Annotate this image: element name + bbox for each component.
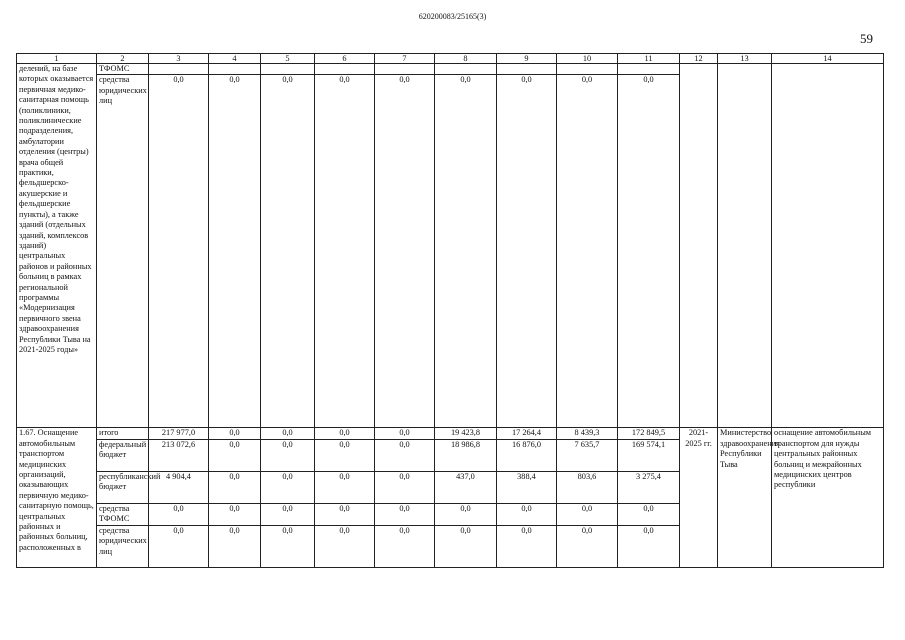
value-cell: 0,0 [618, 75, 680, 428]
value-cell: 0,0 [315, 503, 375, 525]
result-cell [772, 64, 884, 428]
executor-cell [718, 64, 772, 428]
value-cell: 388,4 [497, 471, 557, 503]
funding-source: федеральный бюджет [97, 439, 149, 471]
value-cell: 0,0 [557, 525, 618, 567]
value-cell: 0,0 [261, 439, 315, 471]
value-cell: 0,0 [261, 503, 315, 525]
value-cell: 0,0 [209, 525, 261, 567]
value-cell: 0,0 [557, 75, 618, 428]
value-cell: 0,0 [315, 439, 375, 471]
col-header: 6 [315, 54, 375, 64]
col-header: 14 [772, 54, 884, 64]
value-cell: 0,0 [375, 75, 435, 428]
value-cell: 0,0 [618, 525, 680, 567]
col-header: 12 [680, 54, 718, 64]
col-header: 7 [375, 54, 435, 64]
value-cell: 0,0 [315, 525, 375, 567]
value-cell: 7 635,7 [557, 439, 618, 471]
value-cell: 0,0 [209, 428, 261, 439]
value-cell: 803,6 [557, 471, 618, 503]
col-header: 10 [557, 54, 618, 64]
funding-source: средства юридических лиц [97, 75, 149, 428]
value-cell: 0,0 [375, 525, 435, 567]
measure-description: делений, на базе которых оказывается первичная медико-санитарная помощь (поликлиники, поликлинические подразделения, амбулатории отделения (центры) врача общей практики, фельдшерско-акушерские и фельдшерские пункты), а также зданий (отдельных зданий, комплексов зданий) центральных районов и районных больниц в рамках региональной программы «Модернизация первичного звена здравоохранения Республики Тыва на 2021-2025 годы» [17, 64, 97, 428]
value-cell: 4 904,4 [149, 471, 209, 503]
value-cell: 437,0 [435, 471, 497, 503]
value-cell: 18 986,8 [435, 439, 497, 471]
funding-source: республиканский бюджет [97, 471, 149, 503]
page-number: 59 [860, 31, 873, 46]
value-cell: 0,0 [497, 75, 557, 428]
value-cell: 16 876,0 [497, 439, 557, 471]
funding-source: ТФОМС [97, 64, 149, 75]
value-cell: 19 423,8 [435, 428, 497, 439]
value-cell: 172 849,5 [618, 428, 680, 439]
value-cell: 0,0 [209, 471, 261, 503]
value-cell: 0,0 [375, 503, 435, 525]
value-cell: 0,0 [375, 428, 435, 439]
executor-cell: Министерство здравоохранения Республики Тыва [718, 428, 772, 567]
col-header: 1 [17, 54, 97, 64]
value-cell: 169 574,1 [618, 439, 680, 471]
value-cell: 0,0 [375, 471, 435, 503]
value-cell: 0,0 [497, 503, 557, 525]
funding-source: итого [97, 428, 149, 439]
col-header: 11 [618, 54, 680, 64]
value-cell: 0,0 [315, 471, 375, 503]
col-header: 5 [261, 54, 315, 64]
value-cell: 0,0 [375, 439, 435, 471]
value-cell: 0,0 [435, 503, 497, 525]
value-cell: 0,0 [209, 439, 261, 471]
value-cell: 0,0 [497, 525, 557, 567]
document-id: 620200083/25165(3) [418, 12, 487, 21]
value-cell: 8 439,3 [557, 428, 618, 439]
value-cell: 0,0 [261, 525, 315, 567]
col-header: 9 [497, 54, 557, 64]
measure-description: 1.67. Оснащение автомобильным транспортом медицинских организаций, оказывающих первичную медико-санитарную помощь, центральных районных и районных больниц, расположенных в [17, 428, 97, 567]
table-row [17, 428, 884, 439]
value-cell: 0,0 [261, 75, 315, 428]
period-cell [680, 64, 718, 428]
value-cell: 17 264,4 [497, 428, 557, 439]
col-header: 13 [718, 54, 772, 64]
table-row [17, 64, 884, 75]
col-header: 2 [97, 54, 149, 64]
value-cell: 0,0 [209, 503, 261, 525]
value-cell: 0,0 [149, 503, 209, 525]
period-cell: 2021-2025 гг. [680, 428, 718, 567]
col-header: 3 [149, 54, 209, 64]
value-cell: 0,0 [315, 428, 375, 439]
value-cell: 0,0 [435, 525, 497, 567]
value-cell: 0,0 [261, 471, 315, 503]
header-row [17, 54, 884, 64]
funding-source: средства ТФОМС [97, 503, 149, 525]
value-cell: 0,0 [149, 525, 209, 567]
col-header: 8 [435, 54, 497, 64]
program-table [16, 53, 884, 568]
value-cell: 0,0 [261, 428, 315, 439]
value-cell: 0,0 [315, 75, 375, 428]
col-header: 4 [209, 54, 261, 64]
value-cell: 0,0 [618, 503, 680, 525]
funding-source: средства юридических лиц [97, 525, 149, 567]
value-cell: 0,0 [209, 75, 261, 428]
value-cell: 0,0 [435, 75, 497, 428]
result-cell: оснащение автомобильным транспортом для нужды центральных районных больниц и межрайонных медицинских центров республики [772, 428, 884, 567]
value-cell: 217 977,0 [149, 428, 209, 439]
value-cell: 213 072,6 [149, 439, 209, 471]
value-cell: 3 275,4 [618, 471, 680, 503]
value-cell: 0,0 [149, 75, 209, 428]
value-cell: 0,0 [557, 503, 618, 525]
